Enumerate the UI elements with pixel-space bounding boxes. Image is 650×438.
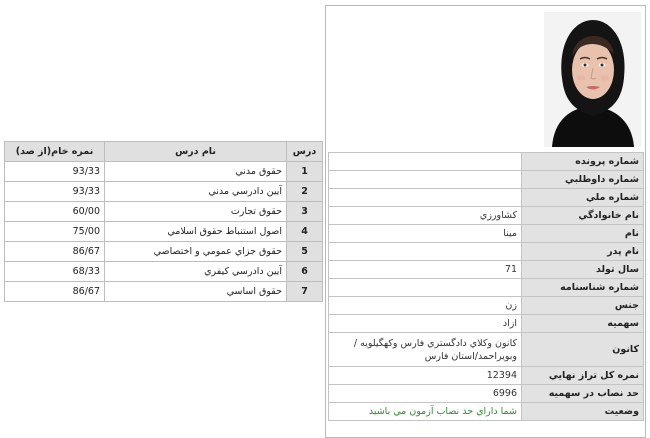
birth-year-label: سال تولد (522, 261, 644, 279)
table-row (5, 222, 323, 242)
last-name-label: نام خانوادگي (522, 207, 644, 225)
course-table-header (5, 142, 323, 162)
course-grade: 60/00 (5, 202, 105, 222)
first-name-label: نام (522, 225, 644, 243)
file-number-label: شماره پرونده (522, 153, 644, 171)
info-row-first-name (329, 225, 644, 243)
info-row-quota (329, 315, 644, 333)
applicant-portrait-image (544, 12, 641, 147)
quota-threshold-value: 6996 (329, 385, 522, 403)
info-row-last-name (329, 207, 644, 225)
course-name: آيين دادرسي كيفري (105, 262, 287, 282)
final-score-label: نمره كل تراز نهايي (522, 367, 644, 385)
table-row (5, 262, 323, 282)
info-row-candidate-number (329, 171, 644, 189)
course-name: حقوق جزاي عمومي و اختصاصي (105, 242, 287, 262)
id-card-number-label: شماره شناسنامه (522, 279, 644, 297)
info-row-father-name (329, 243, 644, 261)
father-name-value (329, 243, 522, 261)
course-grades-table (4, 141, 323, 302)
course-name: حقوق مدني (105, 162, 287, 182)
last-name-value: كشاورزي (329, 207, 522, 225)
course-number-column-header: درس (287, 142, 323, 162)
status-label: وضعيت (522, 403, 644, 421)
national-id-label: شماره ملي (522, 189, 644, 207)
info-row-status (329, 403, 644, 421)
info-row-quota-threshold (329, 385, 644, 403)
table-row (5, 242, 323, 262)
course-number: 4 (287, 222, 323, 242)
final-score-value: 12394 (329, 367, 522, 385)
course-number: 6 (287, 262, 323, 282)
course-grade: 68/33 (5, 262, 105, 282)
course-number: 7 (287, 282, 323, 302)
status-value: شما داراي حد نصاب آزمون مي باشيد (329, 403, 522, 421)
grade-column-header: نمره خام(از صد) (5, 142, 105, 162)
gender-value: زن (329, 297, 522, 315)
course-grade: 86/67 (5, 282, 105, 302)
table-row (5, 282, 323, 302)
info-row-national-id (329, 189, 644, 207)
info-row-file-number (329, 153, 644, 171)
id-card-number-value (329, 279, 522, 297)
table-row (5, 182, 323, 202)
birth-year-value: 71 (329, 261, 522, 279)
course-name-column-header: نام درس (105, 142, 287, 162)
candidate-number-value (329, 171, 522, 189)
bar-association-label: كانون (522, 333, 644, 367)
course-name: اصول استنباط حقوق اسلامي (105, 222, 287, 242)
info-row-bar-association (329, 333, 644, 367)
applicant-photo (544, 12, 641, 147)
first-name-value: مينا (329, 225, 522, 243)
course-grade: 93/33 (5, 162, 105, 182)
national-id-value (329, 189, 522, 207)
quota-label: سهميه (522, 315, 644, 333)
applicant-info-table (328, 152, 644, 421)
applicant-card (325, 5, 646, 438)
course-grade: 75/00 (5, 222, 105, 242)
course-number: 5 (287, 242, 323, 262)
quota-threshold-label: حد نصاب در سهميه (522, 385, 644, 403)
quota-value: ازاد (329, 315, 522, 333)
course-name: آيين دادرسي مدني (105, 182, 287, 202)
course-grade: 93/33 (5, 182, 105, 202)
course-number: 1 (287, 162, 323, 182)
file-number-value (329, 153, 522, 171)
candidate-number-label: شماره داوطلبي (522, 171, 644, 189)
table-row (5, 162, 323, 182)
course-number: 2 (287, 182, 323, 202)
course-name: حقوق اساسي (105, 282, 287, 302)
table-row (5, 202, 323, 222)
course-name: حقوق تجارت (105, 202, 287, 222)
father-name-label: نام پدر (522, 243, 644, 261)
course-grade: 86/67 (5, 242, 105, 262)
info-row-final-score (329, 367, 644, 385)
bar-association-value: كانون وكلاي دادگستري فارس وكهگيلويه / وبويراحمد/استان فارس (329, 333, 522, 367)
info-row-id-card-number (329, 279, 644, 297)
info-row-birth-year (329, 261, 644, 279)
course-number: 3 (287, 202, 323, 222)
gender-label: جنس (522, 297, 644, 315)
info-row-gender (329, 297, 644, 315)
